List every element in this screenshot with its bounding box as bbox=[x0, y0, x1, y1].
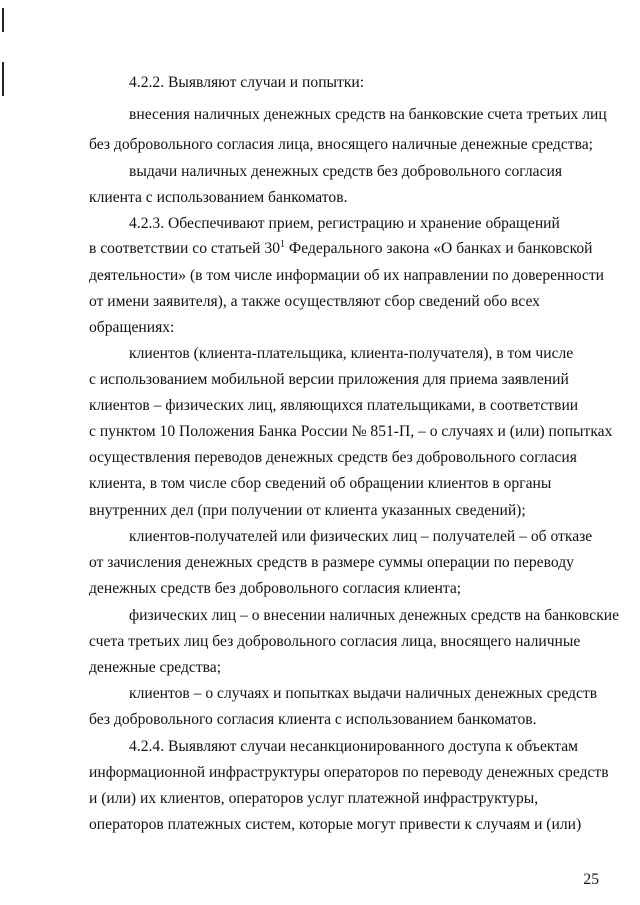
paragraph-line: денежных средств без добровольного согласия клиента; bbox=[89, 580, 462, 597]
page-number: 25 bbox=[583, 871, 599, 888]
paragraph-line: с использованием мобильной версии приложения для приема заявлений bbox=[89, 371, 569, 388]
paragraph-line: клиентов (клиента-плательщика, клиента-получателя), в том числе bbox=[129, 345, 574, 362]
paragraph-line: и (или) их клиентов, операторов услуг платежной инфраструктуры, bbox=[89, 790, 539, 807]
paragraph-line: с пунктом 10 Положения Банка России № 851-П, – о случаях и (или) попытках bbox=[89, 423, 613, 440]
paragraph-line: счета третьих лиц без добровольного согласия лица, вносящего наличные bbox=[89, 633, 581, 650]
paragraph-4-2-2-heading: 4.2.2. Выявляют случаи и попытки: bbox=[129, 74, 365, 91]
paragraph-line: операторов платежных систем, которые могут привести к случаям и (или) bbox=[89, 816, 582, 833]
article-reference: в соответствии со статьей 30 bbox=[89, 240, 281, 257]
paragraph-line: деятельности» (в том числе информации об их направлении по доверенности bbox=[89, 267, 604, 284]
margin-mark-top bbox=[2, 8, 4, 32]
paragraph-line: выдачи наличных денежных средств без добровольного согласия bbox=[129, 163, 563, 180]
paragraph-line: от зачисления денежных средств в размере суммы операции по переводу bbox=[89, 554, 574, 571]
paragraph-4-2-4-start: 4.2.4. Выявляют случаи несанкционированного доступа к объектам bbox=[129, 738, 579, 755]
footnote-superscript: 1 bbox=[280, 239, 286, 250]
paragraph-line: клиента с использованием банкоматов. bbox=[89, 189, 348, 206]
paragraph-line: от имени заявителя), а также осуществляют сбор сведений обо всех bbox=[89, 293, 540, 310]
paragraph-line: физических лиц – о внесении наличных денежных средств на банковские bbox=[129, 607, 620, 624]
paragraph-line: обращениях: bbox=[89, 319, 175, 336]
paragraph-line: без добровольного согласия лица, вносящего наличные денежные средства; bbox=[89, 136, 593, 153]
paragraph-line: внутренних дел (при получении от клиента указанных сведений); bbox=[89, 502, 526, 519]
paragraph-line: клиентов – о случаях и попытках выдачи наличных денежных средств bbox=[129, 685, 598, 702]
paragraph-line: денежные средства; bbox=[89, 659, 222, 676]
paragraph-line: осуществления переводов денежных средств без добровольного согласия bbox=[89, 449, 577, 466]
paragraph-line: клиентов-получателей или физических лиц – получателей – об отказе bbox=[129, 528, 593, 545]
paragraph-line: внесения наличных денежных средств на банковские счета третьих лиц bbox=[129, 106, 607, 123]
paragraph-line: клиентов – физических лиц, являющихся плательщиками, в соответствии bbox=[89, 397, 579, 414]
margin-mark-middle bbox=[2, 62, 4, 96]
paragraph-line: информационной инфраструктуры операторов по переводу денежных средств bbox=[89, 764, 609, 781]
paragraph-line: без добровольного согласия клиента с использованием банкоматов. bbox=[89, 711, 537, 728]
law-title-text: Федерального закона «О банках и банковской bbox=[285, 240, 593, 257]
paragraph-line-with-footnote bbox=[89, 238, 597, 260]
paragraph-4-2-3-start: 4.2.3. Обеспечивают прием, регистрацию и хранение обращений bbox=[129, 215, 560, 232]
paragraph-line: клиента, в том числе сбор сведений об обращении клиентов в органы bbox=[89, 475, 552, 492]
